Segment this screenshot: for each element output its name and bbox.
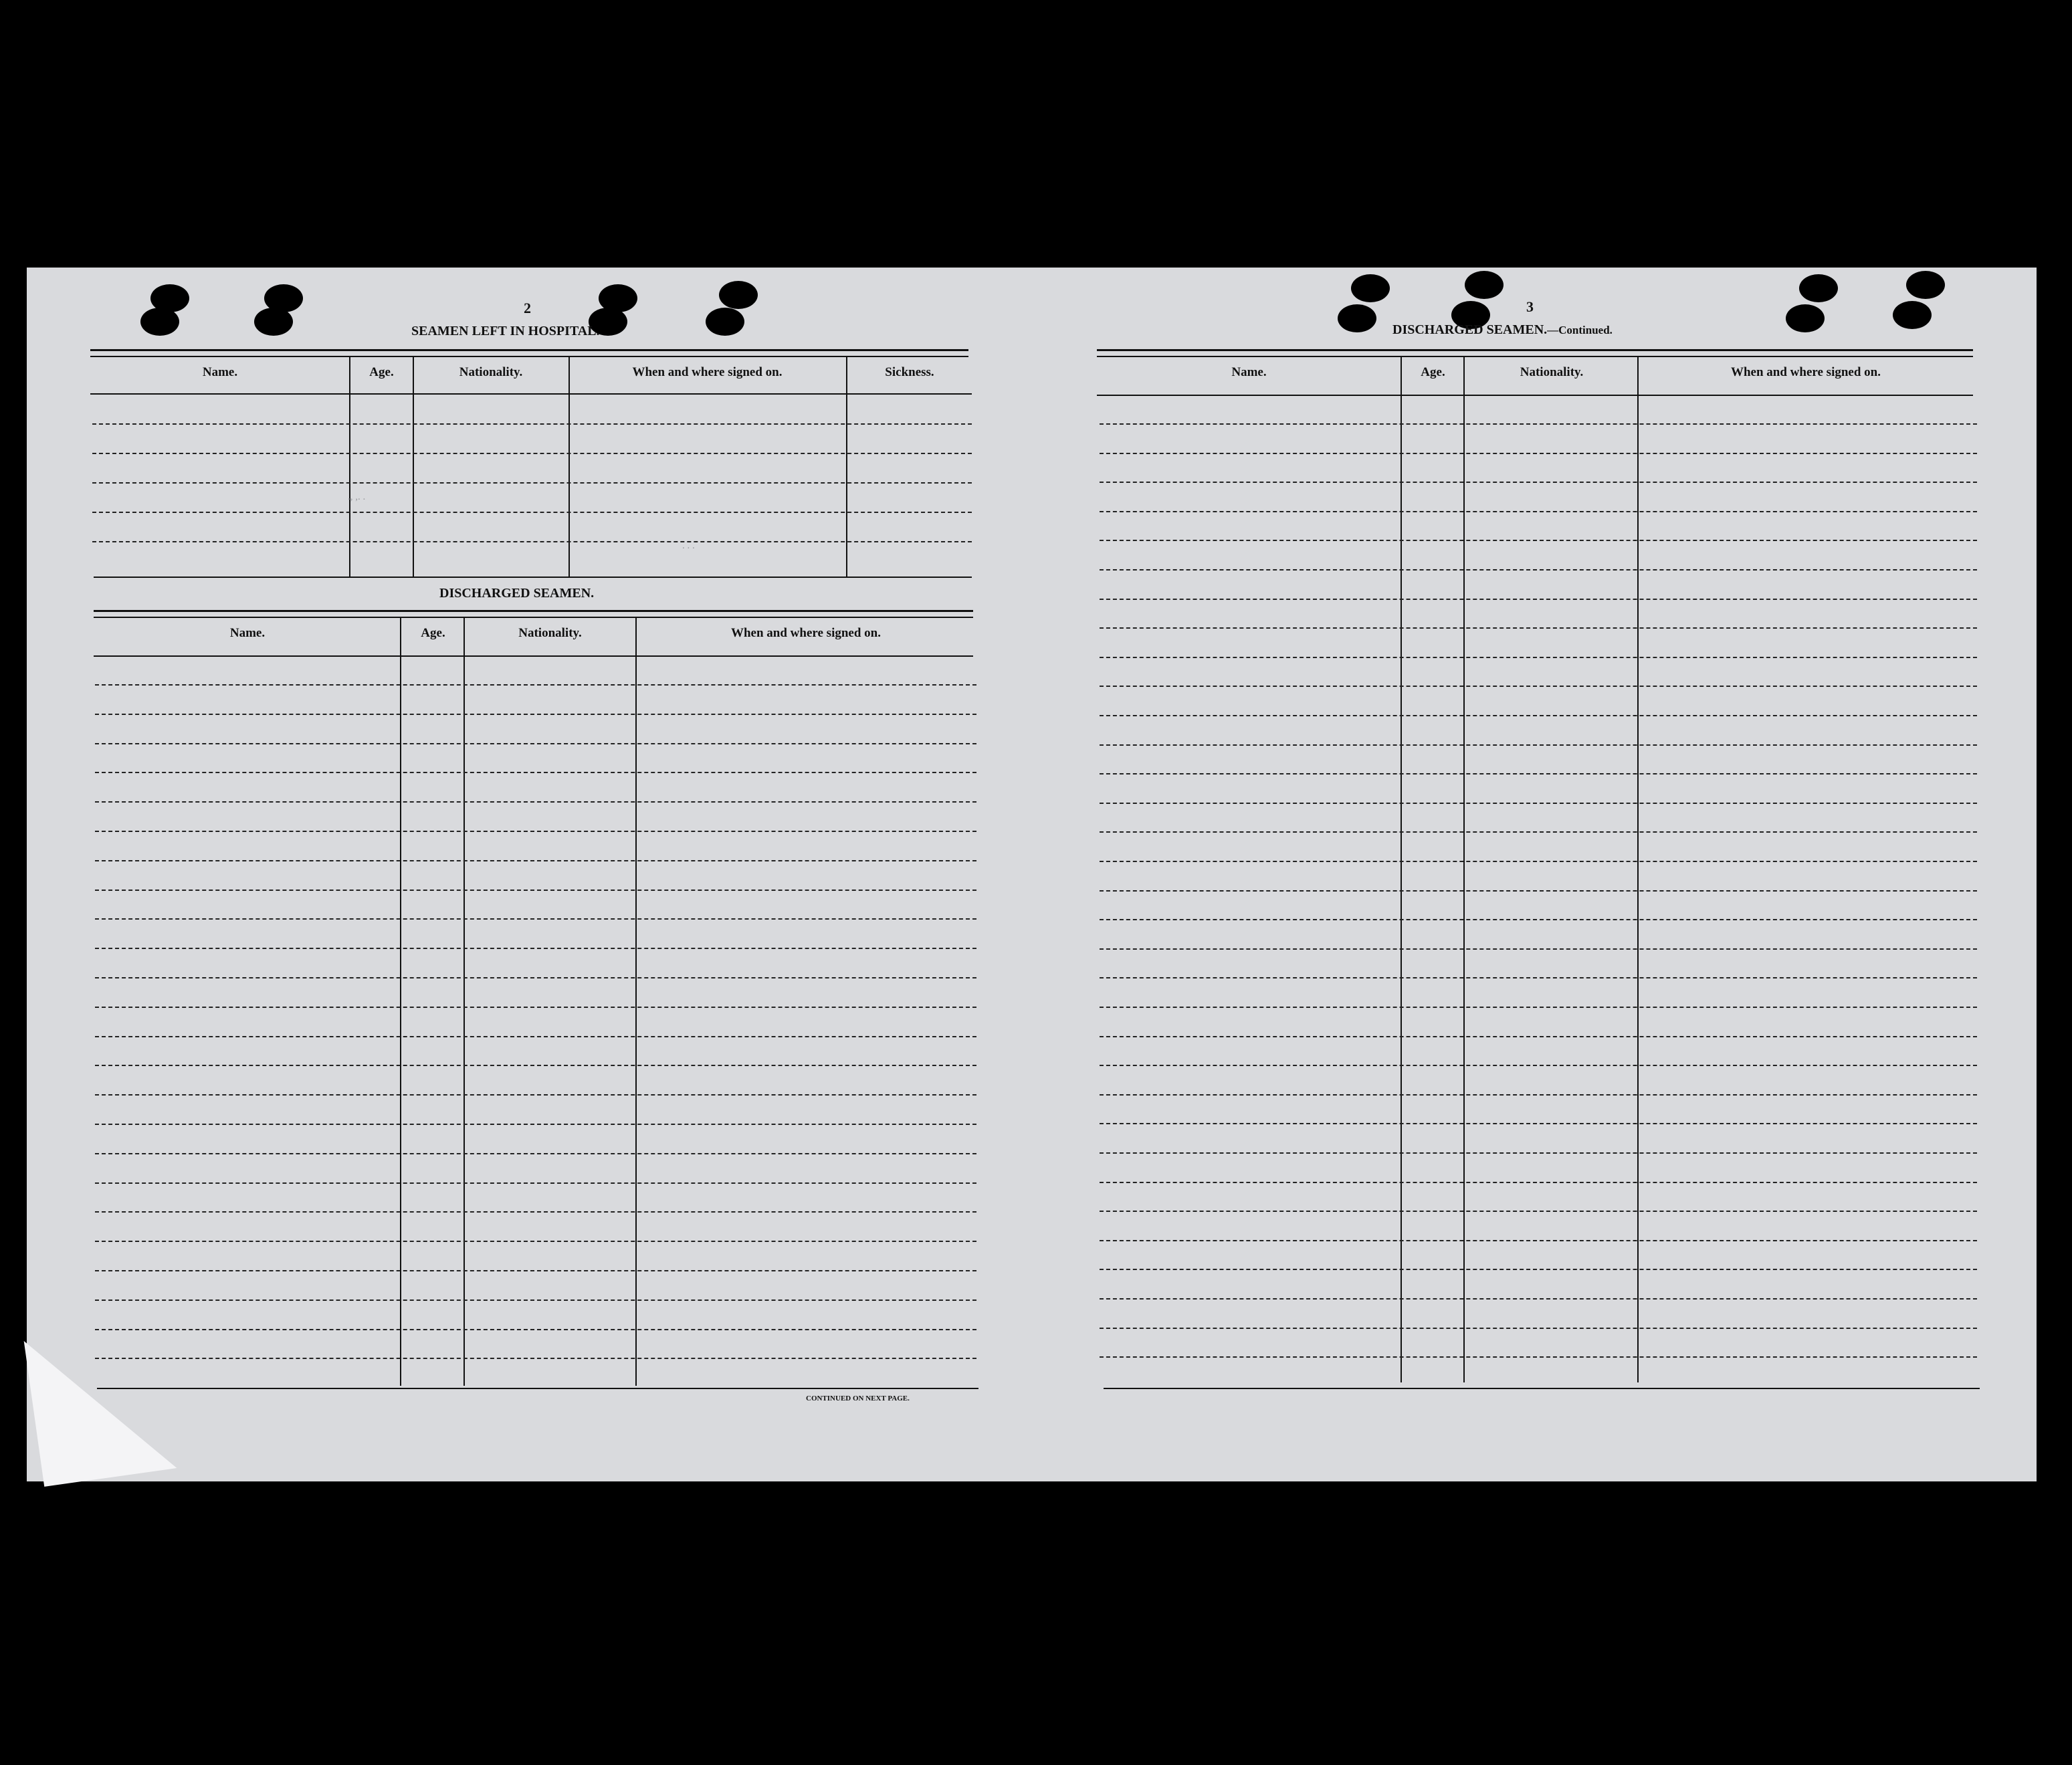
entry-line: [1100, 1152, 1977, 1154]
discharged-col-name: Name.: [229, 626, 266, 640]
entry-line: [1100, 482, 1977, 483]
punch-hole: [1465, 271, 1504, 299]
entry-line: [1100, 744, 1977, 746]
entry-line: [1100, 1094, 1977, 1096]
punch-hole: [1893, 301, 1932, 329]
entry-line: [1100, 977, 1977, 978]
entry-line: [1100, 861, 1977, 862]
hospital-table-top-rule: [90, 349, 968, 351]
entry-line: [1100, 569, 1977, 570]
punch-hole: [140, 308, 179, 336]
entry-line: [1100, 1211, 1977, 1212]
punch-hole: [719, 281, 758, 309]
entry-line: [95, 860, 976, 861]
right-header-rule: [1097, 395, 1973, 396]
hospital-col-divider: [349, 356, 350, 577]
right-col-signed-on: When and where signed on.: [1730, 365, 1881, 379]
entry-line: [1100, 1007, 1977, 1008]
entry-line: [95, 1211, 976, 1213]
entry-line: [95, 1182, 976, 1184]
page-number-right: 3: [1526, 298, 1534, 315]
entry-line: [95, 714, 976, 715]
entry-line: [1100, 1240, 1977, 1241]
entry-line: [95, 948, 976, 949]
entry-line: [95, 1358, 976, 1359]
right-col-divider: [1401, 356, 1402, 1382]
entry-line: [95, 1065, 976, 1066]
hospital-col-name: Name.: [202, 365, 238, 379]
hospital-table-top-rule-inner: [90, 356, 968, 357]
entry-line: [1100, 1298, 1977, 1300]
punch-hole: [1351, 274, 1390, 302]
entry-line: [95, 918, 976, 920]
entry-line: [1100, 599, 1977, 600]
entry-line: [1100, 715, 1977, 716]
entry-line: [1100, 919, 1977, 920]
folded-corner: [24, 1322, 177, 1487]
entry-line: [1100, 540, 1977, 541]
discharged-section-title: DISCHARGED SEAMEN.: [439, 586, 595, 601]
entry-line: [1100, 453, 1977, 454]
hospital-col-nationality: Nationality.: [459, 365, 523, 379]
discharged-col-signed-on: When and where signed on.: [730, 626, 881, 640]
entry-line: [92, 423, 972, 425]
entry-line: [1100, 1065, 1977, 1066]
right-col-age: Age.: [1421, 365, 1445, 379]
entry-line: [95, 1094, 976, 1096]
hospital-col-sickness: Sickness.: [885, 365, 934, 379]
entry-line: [95, 890, 976, 891]
punch-hole: [254, 308, 293, 336]
entry-line: [95, 831, 976, 832]
right-table-top-rule: [1097, 349, 1973, 351]
discharged-col-age: Age.: [421, 626, 445, 640]
hospital-header-rule: [90, 393, 972, 395]
title-continued: —Continued.: [1547, 324, 1613, 336]
right-col-divider: [1463, 356, 1465, 1382]
right-col-nationality: Nationality.: [1520, 365, 1584, 379]
entry-line: [95, 684, 976, 686]
discharged-table-top-rule-inner: [94, 617, 973, 618]
punch-hole: [1906, 271, 1945, 299]
continued-footer: CONTINUED ON NEXT PAGE.: [806, 1394, 910, 1403]
entry-line: [95, 1153, 976, 1154]
hospital-col-divider: [568, 356, 570, 577]
punch-hole: [1786, 304, 1825, 332]
entry-line: [1100, 511, 1977, 512]
right-table-top-rule-inner: [1097, 356, 1973, 357]
discharged-header-rule: [94, 655, 973, 657]
punch-hole: [706, 308, 744, 336]
hospital-col-age: Age.: [369, 365, 394, 379]
discharged-col-nationality: Nationality.: [518, 626, 582, 640]
entry-line: [1100, 686, 1977, 687]
right-col-name: Name.: [1231, 365, 1267, 379]
entry-line: [1100, 1123, 1977, 1124]
entry-line: [1100, 1182, 1977, 1183]
entry-line: [95, 772, 976, 773]
entry-line: [1100, 1356, 1977, 1358]
entry-line: [1100, 803, 1977, 804]
entry-line: [1100, 423, 1977, 425]
discharged-table-bottom-rule: [97, 1388, 978, 1389]
entry-line: [95, 1241, 976, 1242]
right-section-title: DISCHARGED SEAMEN.—Continued.: [1392, 322, 1613, 337]
entry-line: [95, 1270, 976, 1271]
hospital-section-title: SEAMEN LEFT IN HOSPITAL.: [411, 324, 600, 338]
hospital-col-divider: [413, 356, 414, 577]
entry-line: [1100, 948, 1977, 950]
entry-line: [1100, 657, 1977, 658]
entry-line: [95, 1329, 976, 1330]
right-table-bottom-rule: [1104, 1388, 1980, 1389]
entry-line: [95, 801, 976, 803]
entry-line: [92, 541, 972, 542]
entry-line: [1100, 831, 1977, 833]
entry-line: [1100, 1328, 1977, 1329]
entry-line: [1100, 773, 1977, 774]
entry-line: [95, 743, 976, 744]
entry-line: [92, 512, 972, 513]
entry-line: [1100, 890, 1977, 892]
punch-hole: [1338, 304, 1376, 332]
right-col-divider: [1637, 356, 1639, 1382]
entry-line: [95, 977, 976, 978]
entry-line: [92, 482, 972, 484]
entry-line: [92, 453, 972, 454]
discharged-table-top-rule: [94, 610, 973, 612]
entry-line: [1100, 1036, 1977, 1037]
entry-line: [95, 1007, 976, 1008]
punch-hole: [1799, 274, 1838, 302]
entry-line: [95, 1036, 976, 1037]
hospital-col-signed-on: When and where signed on.: [632, 365, 783, 379]
entry-line: [1100, 1269, 1977, 1270]
entry-line: [95, 1300, 976, 1301]
entry-line: [95, 1124, 976, 1125]
page-number-left: 2: [524, 300, 531, 316]
hospital-col-divider: [846, 356, 847, 577]
hospital-table-bottom-rule: [94, 577, 972, 578]
entry-line: [1100, 627, 1977, 629]
